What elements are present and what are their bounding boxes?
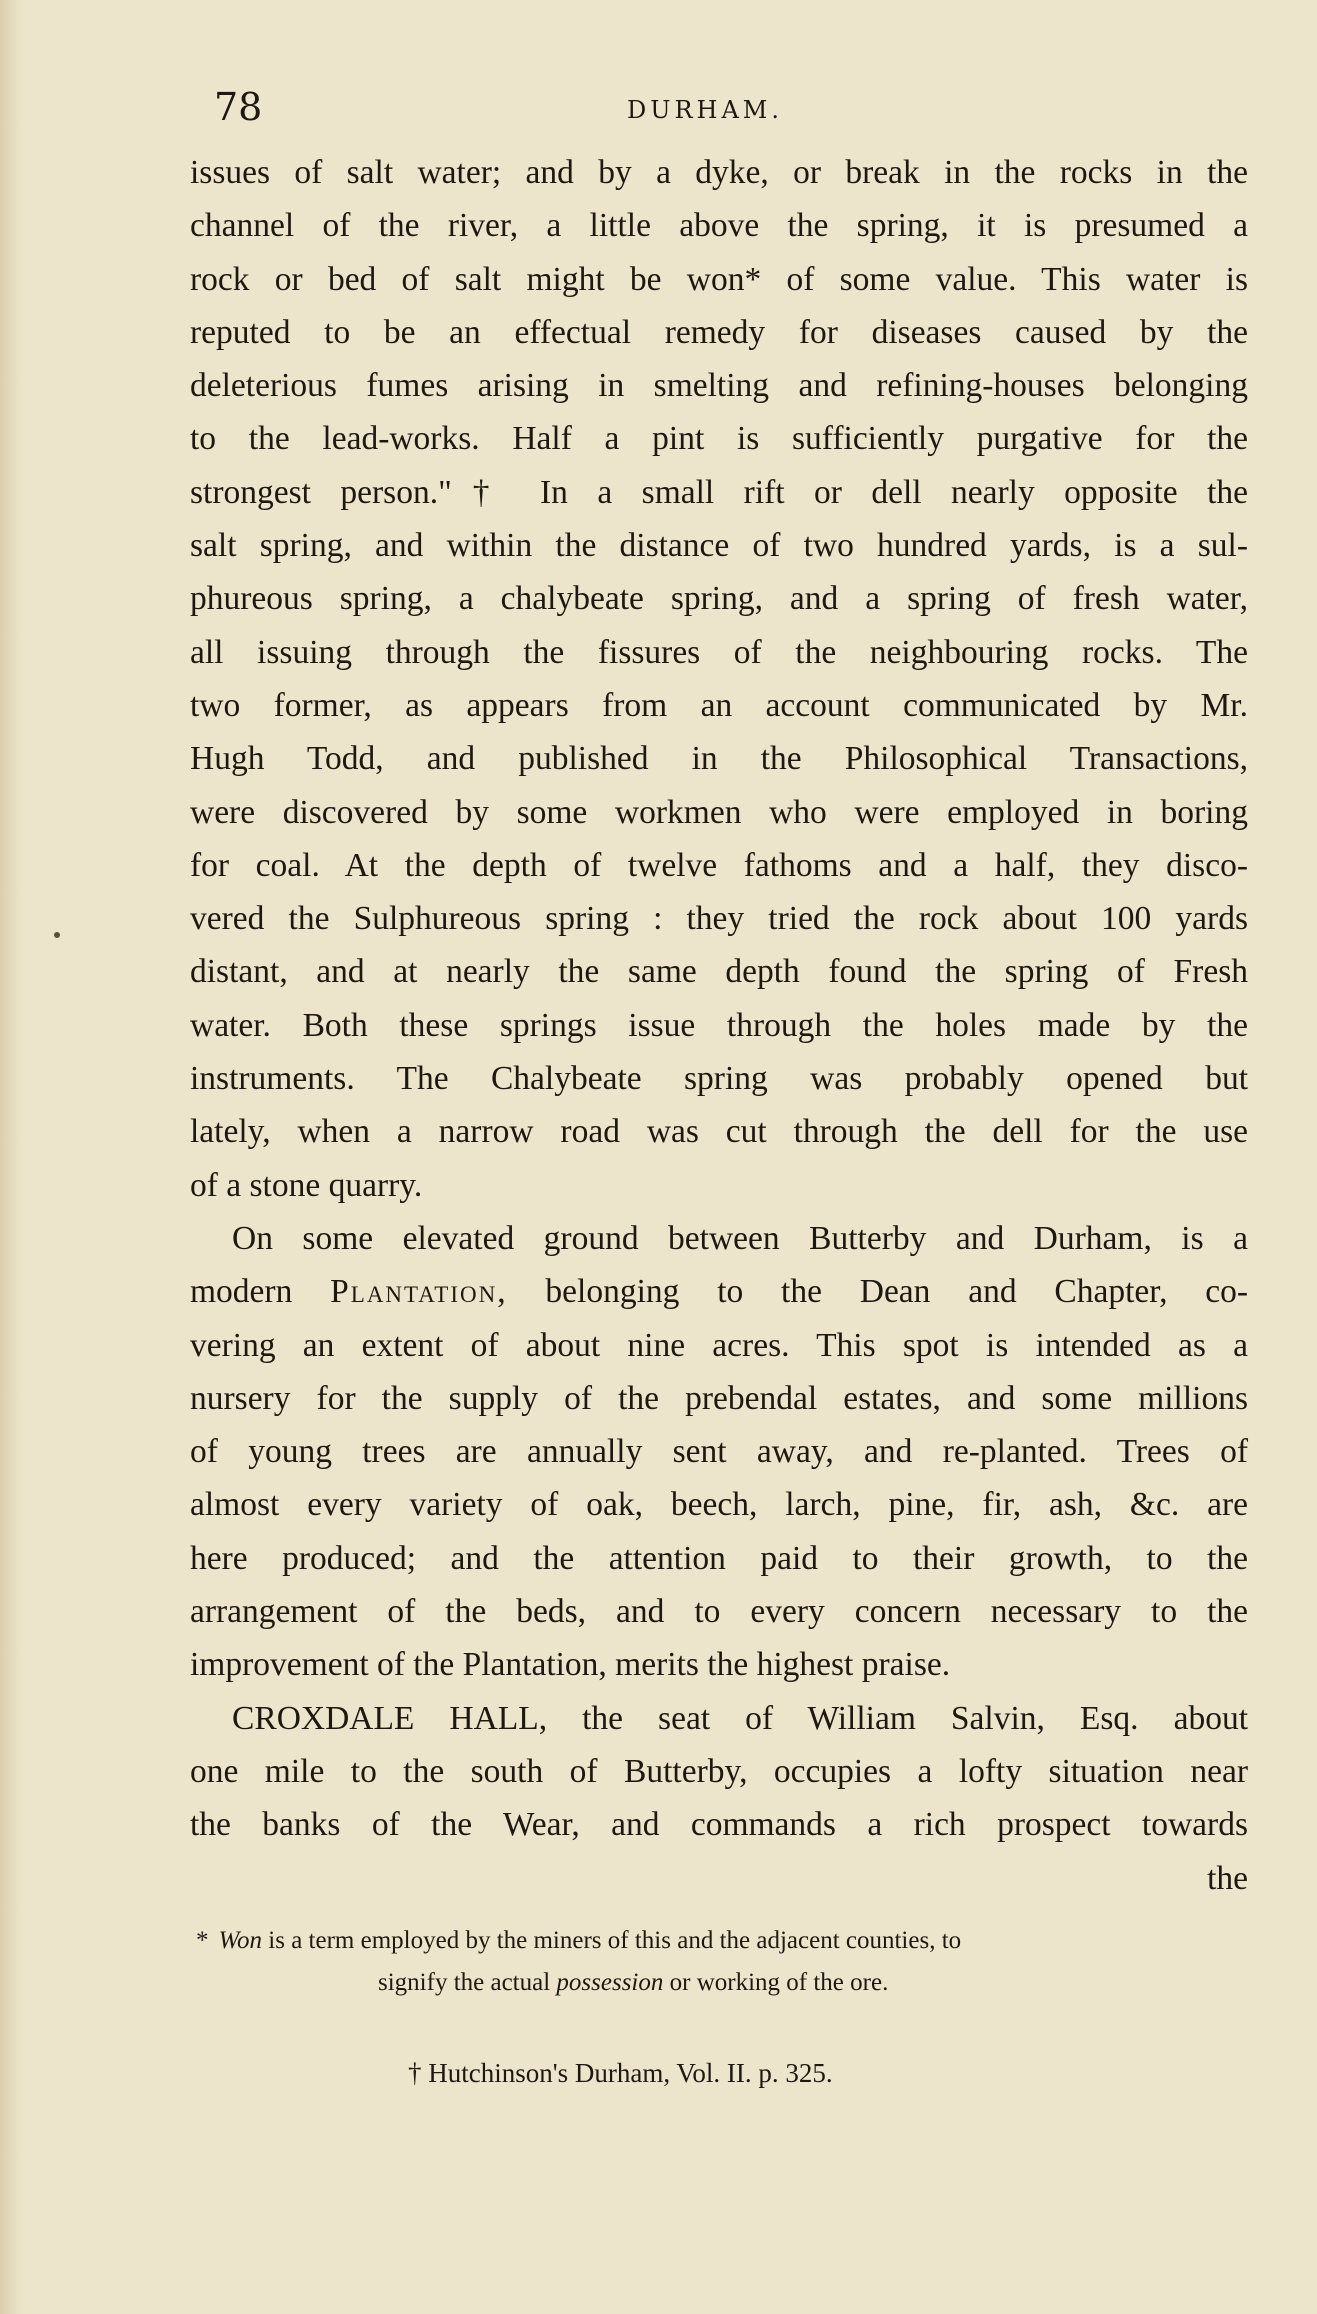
text-line: strongest person."† In a small rift or dell nearly opposite the xyxy=(190,473,1248,511)
text-line: channel of the river, a little above the spring, it is presumed a xyxy=(190,207,1248,245)
text-line: phureous spring, a chalybeate spring, and a spring of fresh water, xyxy=(190,580,1248,618)
footnote-text: or working of the ore. xyxy=(669,1969,889,1996)
text-line: were discovered by some workmen who were employed in boring xyxy=(190,793,1248,831)
paragraph-start: CROXDALE HALL, the seat of William Salvin, Esq. about xyxy=(232,1699,1248,1737)
text-run: belonging to the Dean and Chapter, co- xyxy=(545,1273,1249,1311)
footnote-italic: possession xyxy=(556,1969,664,1996)
text-line: reputed to be an effectual remedy for diseases caused by the xyxy=(190,313,1248,351)
ink-speck xyxy=(54,932,60,938)
paragraph-start: On some elevated ground between Butterby and Durham, is a xyxy=(232,1219,1248,1257)
footnote-1-continued xyxy=(196,1962,1248,2004)
page-number: 78 xyxy=(214,85,263,129)
footnote-text: is a term employed by the miners of this and the adjacent counties, to xyxy=(268,1927,962,1954)
text-line: of a stone quarry. xyxy=(190,1166,423,1204)
text-line: rock or bed of salt might be won* of some value. This water is xyxy=(190,260,1248,298)
text-run: modern xyxy=(190,1273,293,1311)
text-line: salt spring, and within the distance of two hundred yards, is a sul- xyxy=(190,527,1248,565)
text-line: to the lead-works. Half a pint is sufficiently purgative for the xyxy=(190,420,1248,458)
text-line: instruments. The Chalybeate spring was probably opened but xyxy=(190,1060,1248,1098)
text-line: almost every variety of oak, beech, larch, pine, fir, ash, &c. are xyxy=(190,1486,1248,1524)
text-line: distant, and at nearly the same depth found the spring of Fresh xyxy=(190,953,1248,991)
text-line: vering an extent of about nine acres. This spot is intended as a xyxy=(190,1326,1248,1364)
text-line: of young trees are annually sent away, and re-planted. Trees of xyxy=(190,1433,1248,1471)
footnote-1 xyxy=(196,1920,1248,1962)
text-line: one mile to the south of Butterby, occupies a lofty situation near xyxy=(190,1752,1248,1790)
text-line: for coal. At the depth of twelve fathoms and a half, they disco- xyxy=(190,846,1248,884)
text-line: two former, as appears from an account communicated by Mr. xyxy=(190,686,1248,724)
text-line: here produced; and the attention paid to their growth, to the xyxy=(190,1539,1248,1577)
footnote-2: † Hutchinson's Durham, Vol. II. p. 325. xyxy=(408,2058,833,2088)
text-line: deleterious fumes arising in smelting and refining-houses belonging xyxy=(190,367,1248,405)
footnotes xyxy=(196,1920,1248,2094)
text-line: improvement of the Plantation, merits the highest praise. xyxy=(190,1646,951,1684)
text-line: nursery for the supply of the prebendal estates, and some millions xyxy=(190,1379,1248,1417)
footnote-text: signify the actual xyxy=(378,1969,551,1996)
text-line: lately, when a narrow road was cut through the dell for the use xyxy=(190,1113,1248,1151)
text-line xyxy=(190,1265,1248,1318)
page-header xyxy=(214,82,1248,142)
catchword: the xyxy=(1207,1859,1248,1897)
footnote-term: Won xyxy=(218,1927,263,1954)
text-line: the banks of the Wear, and commands a rich prospect towards xyxy=(190,1806,1248,1844)
text-line: all issuing through the fissures of the neighbouring rocks. The xyxy=(190,633,1248,671)
text-line: vered the Sulphureous spring : they tried the rock about 100 yards xyxy=(190,900,1248,938)
text-line: issues of salt water; and by a dyke, or break in the rocks in the xyxy=(190,154,1248,191)
running-head: DURHAM. xyxy=(627,96,784,124)
footnote-mark: * xyxy=(196,1927,209,1954)
text-line: arrangement of the beds, and to every concern necessary to the xyxy=(190,1593,1248,1631)
gutter-shadow xyxy=(0,0,22,2314)
small-caps-term: Plantation, xyxy=(330,1273,508,1311)
text-line: water. Both these springs issue through the holes made by the xyxy=(190,1006,1248,1044)
main-text xyxy=(190,146,1248,1905)
text-line: Hugh Todd, and published in the Philosophical Transactions, xyxy=(190,740,1248,778)
